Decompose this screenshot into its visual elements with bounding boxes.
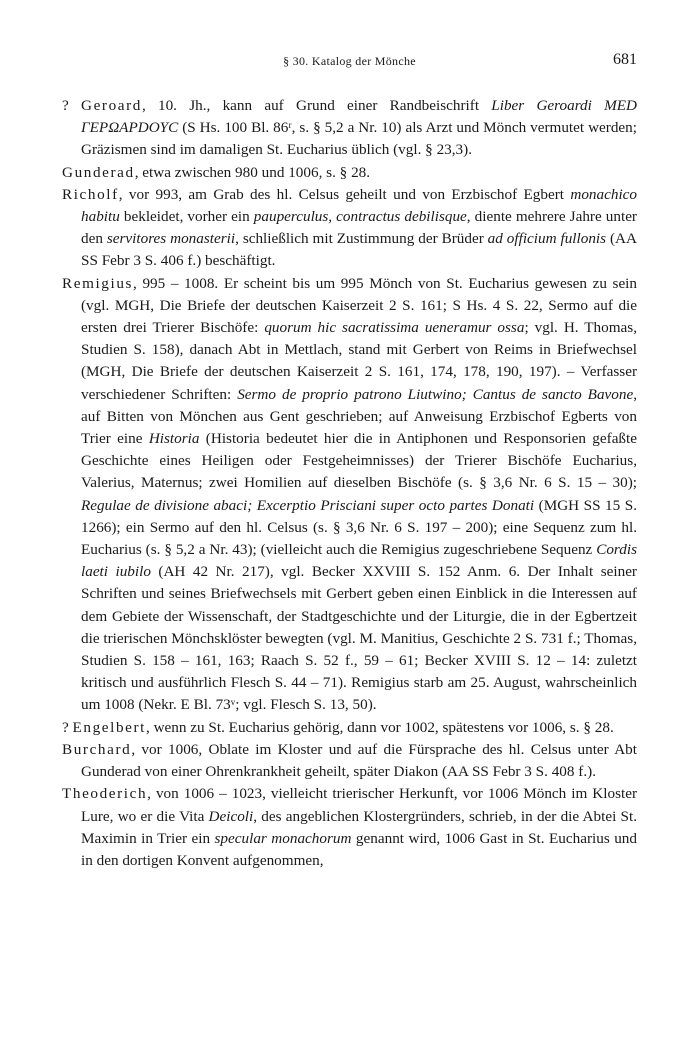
entry-text: , vor 1006, Oblate im Kloster und auf die Fürsprache des hl. Celsus unter Abt Gunderad von einer Ohrenkrankheit geheilt, später Diakon (AA SS Febr 3 S. 408 f.). <box>81 740 637 781</box>
monk-name: Gunderad <box>62 163 135 181</box>
entry-text: , auf Bitten von Mönchen aus Gent geschrieben; auf Anweisung Erzbischof Egberts von Trier eine <box>81 385 638 448</box>
monk-catalog <box>62 95 637 872</box>
entry-text: (S Hs. 100 Bl. 86ʳ, s. § 5,2 a Nr. 10) als Arzt und Mönch vermutet werden; Gräzismen sind im damaligen St. Eucharius üblich (vgl. § 23,3). <box>81 119 637 159</box>
page-header <box>62 51 637 73</box>
entry-text: (AA SS Febr 3 S. 406 f.) beschäftigt. <box>81 230 637 270</box>
latin-citation: servitores monasterii <box>106 230 236 248</box>
latin-citation: Regulae de divisione abaci; Excerptio Prisciani super octo partes Donati <box>81 496 535 514</box>
entry-text: , 10. Jh., kann auf Grund einer Randbeischrift <box>141 97 492 114</box>
entry-text: , 995 – 1008. Er scheint bis um 995 Mönch von St. Eucharius gewesen zu sein (vgl. MGH, Die Briefe der deutschen Kaiserzeit 2 S. 161; S Hs. 4 S. 22, Sermo auf die ersten drei Trierer Bischöfe: <box>81 274 637 337</box>
uncertain-marker: ? <box>62 97 81 114</box>
latin-citation: quorum hic sacratissima ueneramur ossa <box>264 319 525 337</box>
entry-text: , des angeblichen Klostergründers, schrieb, in der die Abtei St. Maximin in Trier ein <box>81 807 637 847</box>
latin-citation: Deicoli <box>208 807 254 825</box>
entry-text: (AH 42 Nr. 217), vgl. Becker XXVIII S. 152 Anm. 6. Der Inhalt seiner Schriften und seines Briefwechsels mit Gerbert geben einen Einblick in die Interessen auf dem Gebiete der Wissenschaft, der Stadtgeschichte und der Liturgie, die in der Egbertzeit die trierischen Mönchsklöster bewegten (vgl. M. Manitius, Geschichte 2 S. 731 f.; Thomas, Studien S. 158 – 161, 163; Raach S. 52 f., 59 – 61; Becker XVIII S. 12 – 14: zuletzt kritisch und ausführlich Flesch S. 44 – 71). Remigius starb am 25. August, wahrscheinlich um 1008 (Nekr. E Bl. 73ᵛ; vgl. Flesch S. 13, 50). <box>81 563 637 714</box>
latin-citation: Historia <box>148 430 200 448</box>
entry-text: , diente mehrere Jahre unter den <box>81 208 637 248</box>
latin-citation: monachico habitu <box>81 185 637 226</box>
catalog-entry <box>62 717 637 739</box>
monk-name: Burchard <box>62 740 132 758</box>
entry-text: ; vgl. H. Thomas, Studien S. 158), danach Abt in Mettlach, stand mit Gerbert von Reims in Briefwechsel (MGH, Die Briefe der deutschen Kaiserzeit 2 S. 161, 174, 178, 190, 197). – Verfasser verschiedener Schriften: <box>81 319 637 403</box>
entry-text: genannt wird, 1006 Gast in St. Eucharius und in den dortigen Konvent aufgenommen, <box>81 829 637 869</box>
catalog-entry <box>62 162 637 184</box>
catalog-entry <box>62 739 637 783</box>
latin-citation: pauperculus, contractus debilisque <box>253 208 467 226</box>
catalog-entry <box>62 273 637 717</box>
latin-citation: Cordis laeti iubilo <box>81 541 637 581</box>
page-number: 681 <box>613 51 637 68</box>
entry-text: , vor 993, am Grab des hl. Celsus geheilt und von Erzbischof Egbert <box>118 185 571 203</box>
entry-text: (MGH SS 15 S. 1266); ein Sermo auf den hl. Celsus (s. § 3,6 Nr. 6 S. 197 – 200); eine Sequenz zum hl. Eucharius (s. § 5,2 a Nr. 43); (vielleicht auch die Remigius zugeschriebene Sequenz <box>81 496 637 559</box>
running-title: § 30. Katalog der Mönche <box>283 54 416 68</box>
monk-name: Geroard <box>81 97 142 114</box>
entry-text: (Historia bedeutet hier die in Antiphonen und Responsorien gefaßte Geschichte eines Heiligen oder Festgeheimnisses) der Trierer Bischöfe Eucharius, Valerius, Maternus; zwei Homilien auf dieselben Bischöfe (s. § 3,6 Nr. 6 S. 15 – 30); <box>81 430 637 492</box>
monk-name: Remigius <box>62 274 134 292</box>
entry-text: , etwa zwischen 980 und 1006, s. § 28. <box>134 163 371 181</box>
latin-citation: specular monachorum <box>214 829 352 847</box>
monk-name: Engelbert <box>72 718 146 736</box>
entry-text: , schließlich mit Zustimmung der Brüder <box>235 230 488 248</box>
entry-text: , von 1006 – 1023, vielleicht trierischer Herkunft, vor 1006 Mönch im Kloster Lure, wo er die Vita <box>81 785 637 825</box>
monk-name: Theoderich <box>62 785 148 803</box>
catalog-entry <box>62 95 637 162</box>
entry-text: , wenn zu St. Eucharius gehörig, dann vor 1002, spätestens vor 1006, s. § 28. <box>145 718 614 736</box>
latin-citation: ad officium fullonis <box>487 230 607 248</box>
catalog-entry <box>62 184 637 273</box>
uncertain-marker: ? <box>62 718 73 736</box>
entry-text: bekleidet, vorher ein <box>119 208 254 226</box>
latin-citation: Sermo de proprio patrono Liutwino; Cantus de sancto Bavone <box>237 385 634 403</box>
catalog-entry <box>62 783 637 872</box>
monk-name: Richolf <box>62 185 119 203</box>
latin-citation: Liber Geroardi MED ΓΕΡΩΑΡDOYC <box>81 97 637 137</box>
